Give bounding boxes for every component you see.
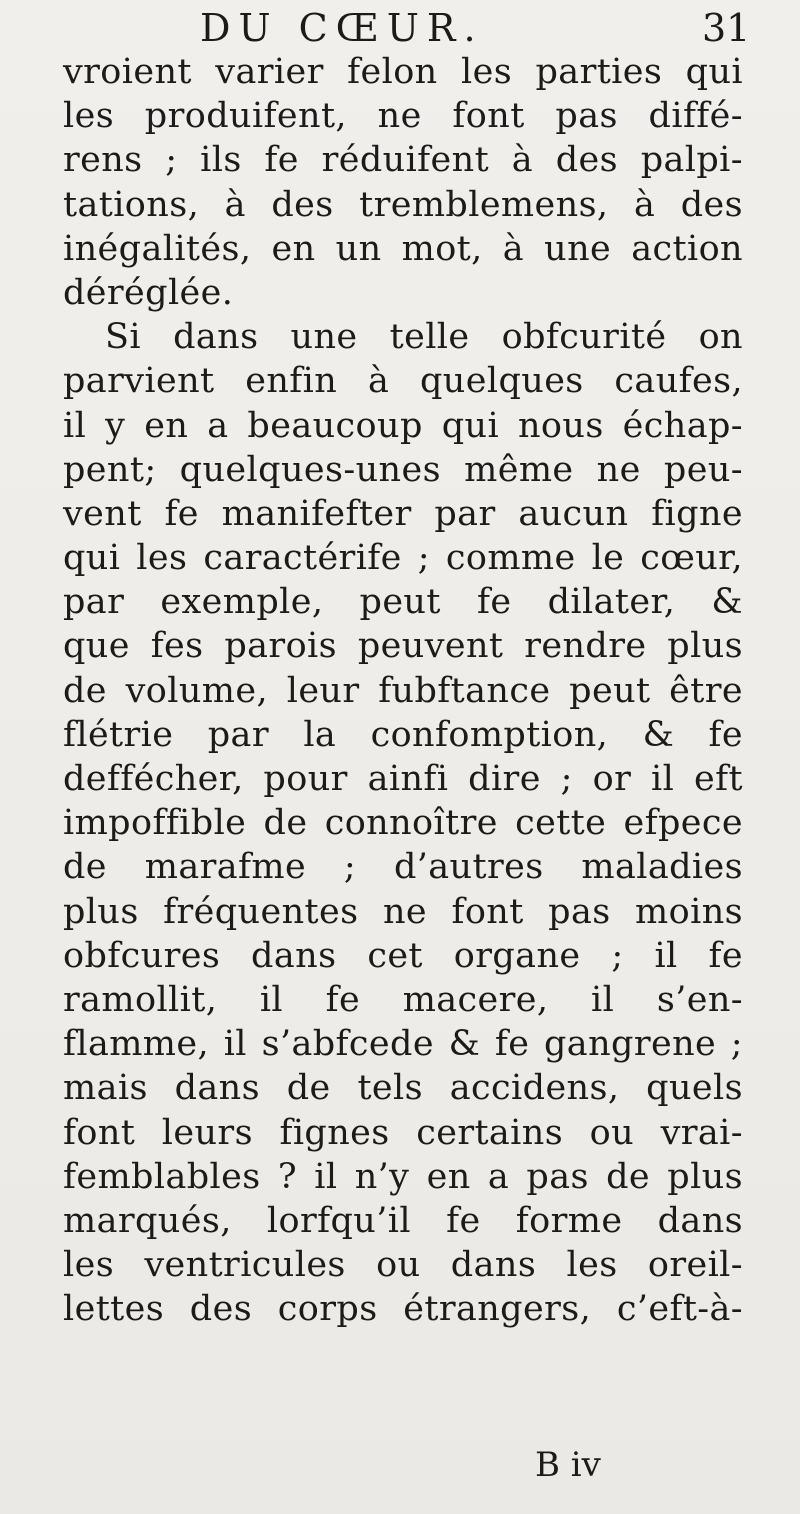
text-line: inégalités, en un mot, à une action xyxy=(63,228,743,269)
text-line: qui les caractérife ; comme le cœur, xyxy=(63,538,743,579)
text-line: mais dans de tels accidens, quels xyxy=(63,1068,743,1109)
text-line: les ventricules ou dans les oreil- xyxy=(63,1245,743,1286)
text-line: plus fréquentes ne font pas moins xyxy=(63,891,743,932)
text-line: vent fe manifefter par aucun figne xyxy=(63,493,743,534)
text-line: impoffible de connoître cette efpece xyxy=(63,803,743,844)
text-line: font leurs fignes certains ou vrai- xyxy=(63,1112,743,1153)
text-line: rens ; ils fe réduifent à des palpi- xyxy=(63,140,743,181)
text-line: ramollit, il fe macere, il s’en- xyxy=(63,979,743,1020)
text-line: lettes des corps étrangers, c’eft-à- xyxy=(63,1289,743,1330)
text-line: vroient varier felon les parties qui xyxy=(63,52,743,92)
text-line: déréglée. xyxy=(63,272,234,313)
text-line: par exemple, peut fe dilater, & xyxy=(63,582,743,623)
signature-mark: B iv xyxy=(535,1445,601,1485)
text-line: femblables ? il n’y en a pas de plus xyxy=(63,1156,743,1197)
body-text xyxy=(63,50,743,1331)
text-line: que fes parois peuvent rendre plus xyxy=(63,626,743,667)
text-line: Si dans une telle obfcurité on xyxy=(105,317,743,358)
text-line: tations, à des tremblemens, à des xyxy=(63,184,743,225)
text-line: de volume, leur fubftance peut être xyxy=(63,670,743,711)
text-line: flétrie par la confomption, & fe xyxy=(63,714,743,755)
text-line: parvient enfin à quelques caufes, xyxy=(63,361,743,402)
text-line: marqués, lorfqu’il fe forme dans xyxy=(63,1200,743,1241)
text-line: flamme, il s’abfcede & fe gangrene ; xyxy=(63,1024,743,1065)
page-header xyxy=(0,4,800,52)
text-line: il y en a beaucoup qui nous échap- xyxy=(63,405,743,446)
text-line: de marafme ; d’autres maladies xyxy=(63,847,743,888)
text-line: obfcures dans cet organe ; il fe xyxy=(63,935,743,976)
page-number: 31 xyxy=(702,6,751,50)
text-line: les produifent, ne font pas diffé- xyxy=(63,96,743,137)
running-title: DU CŒUR. xyxy=(200,6,484,50)
text-line: pent; quelques-unes même ne peu- xyxy=(63,449,743,490)
text-line: deffécher, pour ainfi dire ; or il eft xyxy=(63,759,743,799)
